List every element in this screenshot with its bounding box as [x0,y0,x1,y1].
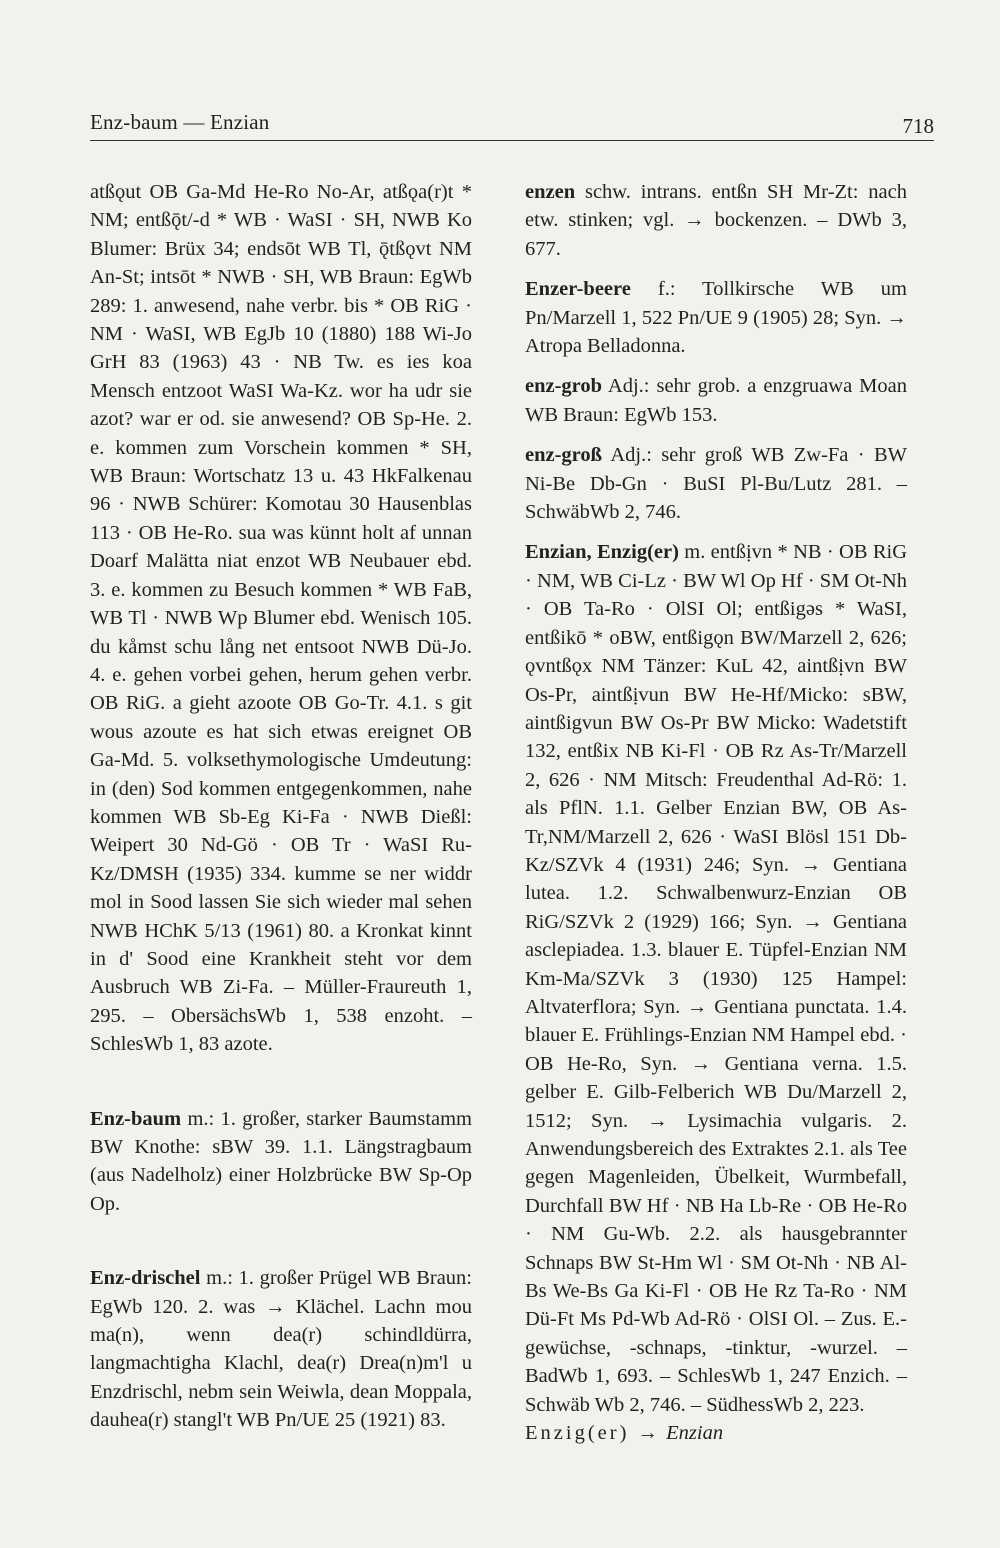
entry-lemma: Enzer-beere [525,278,631,301]
entry-text: schw. intrans. entßn SH Mr-Zt: nach etw. stinken; vgl. → bockenzen. – DWb 3, 677. [525,181,907,260]
entry-text: m.: 1. großer Prügel WB Braun: EgWb 120. 2. was → Klächel. Lachn mou ma(n), wenn dea(r) schindldürra, langmachtigha Klachl, dea(r) Drea(n)m'l u Enzdrischl, nebm sein Weiwla, dean Moppala, dauhea(r) stangl't WB Pn/UE 25 (1921) 83. [90,1267,472,1432]
dictionary-entry [525,372,907,429]
dictionary-entry [525,538,907,1419]
cross-reference-word: Enzig(er) [525,1422,630,1445]
entry-text: Adj.: sehr groß WB Zw-Fa · BW Ni-Be Db-Gn · BuSI Pl-Bu/Lutz 281. – SchwäbWb 2, 746. [525,444,907,524]
dictionary-entry [525,275,907,360]
entry-lemma: Enz-baum [90,1107,182,1130]
entry-lemma: Enz-drischel [90,1267,201,1290]
page-number: 718 [902,114,934,138]
entry-lemma: Enzian, Enzig(er) [525,541,679,564]
arrow-icon: → [637,1422,659,1445]
entry-lemma: enzen [525,181,576,203]
entry-lemma: enz-groß [525,444,603,467]
entry-text: m.: 1. großer, starker Baumstamm BW Knothe: sBW 39. 1.1. Längstragbaum (aus Nadelholz) einer Holzbrücke BW Sp-Op Op. [90,1107,473,1215]
entry-text: m. entßịvn * NB · OB RiG · NM, WB Ci-Lz · BW Wl Op Hf · SM Ot-Nh · OB Ta-Ro · OlSI Ol; entßigǝs * WaSI, entßikō * oBW, entßigǫn BW/Marzell 2, 626; ǫvntßǫx NM Tänzer: KuL 42, aintßịvn BW Os-Pr, aintßịvun BW He-Hf/Micko: sBW, aintßigvun BW Os-Pr BW Micko: Wadetstift 132, entßix NB Ki-Fl · OB Rz As-Tr/Marzell 2, 626 · NM Mitsch: Freudenthal Ad-Rö: 1. als PflN. 1.1. Gelber Enzian BW, OB As-Tr,NM/Marzell 2, 626 · WaSI Blösl 151 Db-Kz/SZVk 4 (1931) 246; Syn. → Gentiana lutea. 1.2. Schwalbenwurz-Enzian OB RiG/SZVk 2 (1929) 166; Syn. → Gentiana asclepiadea. 1.3. blauer E. Tüpfel-Enzian NM Km-Ma/SZVk 3 (1930) 125 Hampel: Altvaterflora; Syn. → Gentiana punctata. 1.4. blauer E. Frühlings-Enzian NM Hampel ebd. · OB He-Ro, Syn. → Gentiana verna. 1.5. gelber E. Gilb-Felberich WB Du/Marzell 2, 1512; Syn. → Lysimachia vulgaris. 2. Anwendungsbereich des Extraktes 2.1. als Tee gegen Magenleiden, Übelkeit, Wurmbefall, Durchfall BW Hf · NB Ha Lb-Re · OB He-Ro · NM Gu-Wb. 2.2. als hausgebrannter Schnaps BW St-Hm Wl · SM Ot-Nh · NB Al-Bs We-Bs Ga Ki-Fl · OB He Rz Ta-Ro · NM Dü-Ft Ms Pd-Wb Ad-Rö · OlSI Ol. – Zus. E.-gewüchse, -schnaps, -tinktur, -wurzel. – BadWb 1, 693. – SchlesWb 1, 247 Enzich. – Schwäb Wb 2, 746. – SüdhessWb 2, 223. [525,541,907,1416]
continued-entry-text: atßǫut OB Ga-Md He-Ro No-Ar, atßǫa(r)t * NM; entßǭt/-d * WB · WaSI · SH, NWB Ko Blumer: Brüx 34; endsōt WB Tl, ǭtßǫvt NM An-St; intsōt * NWB · SH, WB Braun: EgWb 289: 1. anwesend, nahe verbr. bis * OB RiG · NM · WaSI, WB EgJb 10 (1880) 188 Wi-Jo GrH 83 (1963) 43 · NB Tw. es ies koa Mensch entzoot WaSI Wa-Kz. wor ha udr sie azot? war er od. sie anwesend? OB Sp-He. 2. e. kommen zum Vorschein kommen * SH, WB Braun: Wortschatz 13 u. 43 HkFalkenau 96 · NWB Schürer: Komotau 30 Hausenblas 113 · OB He-Ro. sua was künnt holt af unnan Doarf Malätta niat enzot WB Neubauer ebd. 3. e. kommen zu Besuch kommen * WB FaB, WB Tl · NWB Wp Blumer ebd. Wenisch 105. du kåmst schu lång net entsoot NWB Dü-Jo. 4. e. gehen vorbei gehen, herum gehen verbr. OB RiG. a gieht azoote OB Go-Tr. 4.1. s git wous azoute es hat sich etwas ereignet OB Ga-Md. 5. volksethymologische Umdeutung: in (den) Sod kommen entgegenkommen, nahe kommen WB Sb-Eg Ki-Fa · NWB Dießl: Weipert 30 Nd-Gö · OB Tr · WaSI Ru-Kz/DMSH (1935) 334. kumme se ner widdr mol in Sood lassen Sie sich wieder mal sehen NWB HChK 5/13 (1961) 80. a Kronkat kinnt in d' Sood eine Krankheit steht vor dem Ausbruch WB Zi-Fa. – Müller-Fraureuth 1, 295. – ObersächsWb 1, 538 enzoht. – SchlesWb 1, 83 azote. [90,181,472,1056]
header-rule [90,140,934,141]
dictionary-entry [90,1264,472,1434]
entry-text: Adj.: sehr grob. a enzgruawa Moan WB Braun: EgWb 153. [525,375,907,426]
left-column [90,178,472,1435]
cross-reference [525,1419,907,1447]
cross-reference-target: Enzian [666,1422,724,1445]
running-header [90,110,934,142]
dictionary-entry [525,178,907,263]
dictionary-entry [525,441,907,526]
header-title: Enz-baum — Enzian [90,110,270,134]
right-column [525,178,907,1447]
entry-text: f.: Tollkirsche WB um Pn/Marzell 1, 522 Pn/UE 9 (1905) 28; Syn. → Atropa Belladonna. [525,278,907,358]
entry-lemma: enz-grob [525,375,603,398]
dictionary-entry [90,1105,472,1219]
